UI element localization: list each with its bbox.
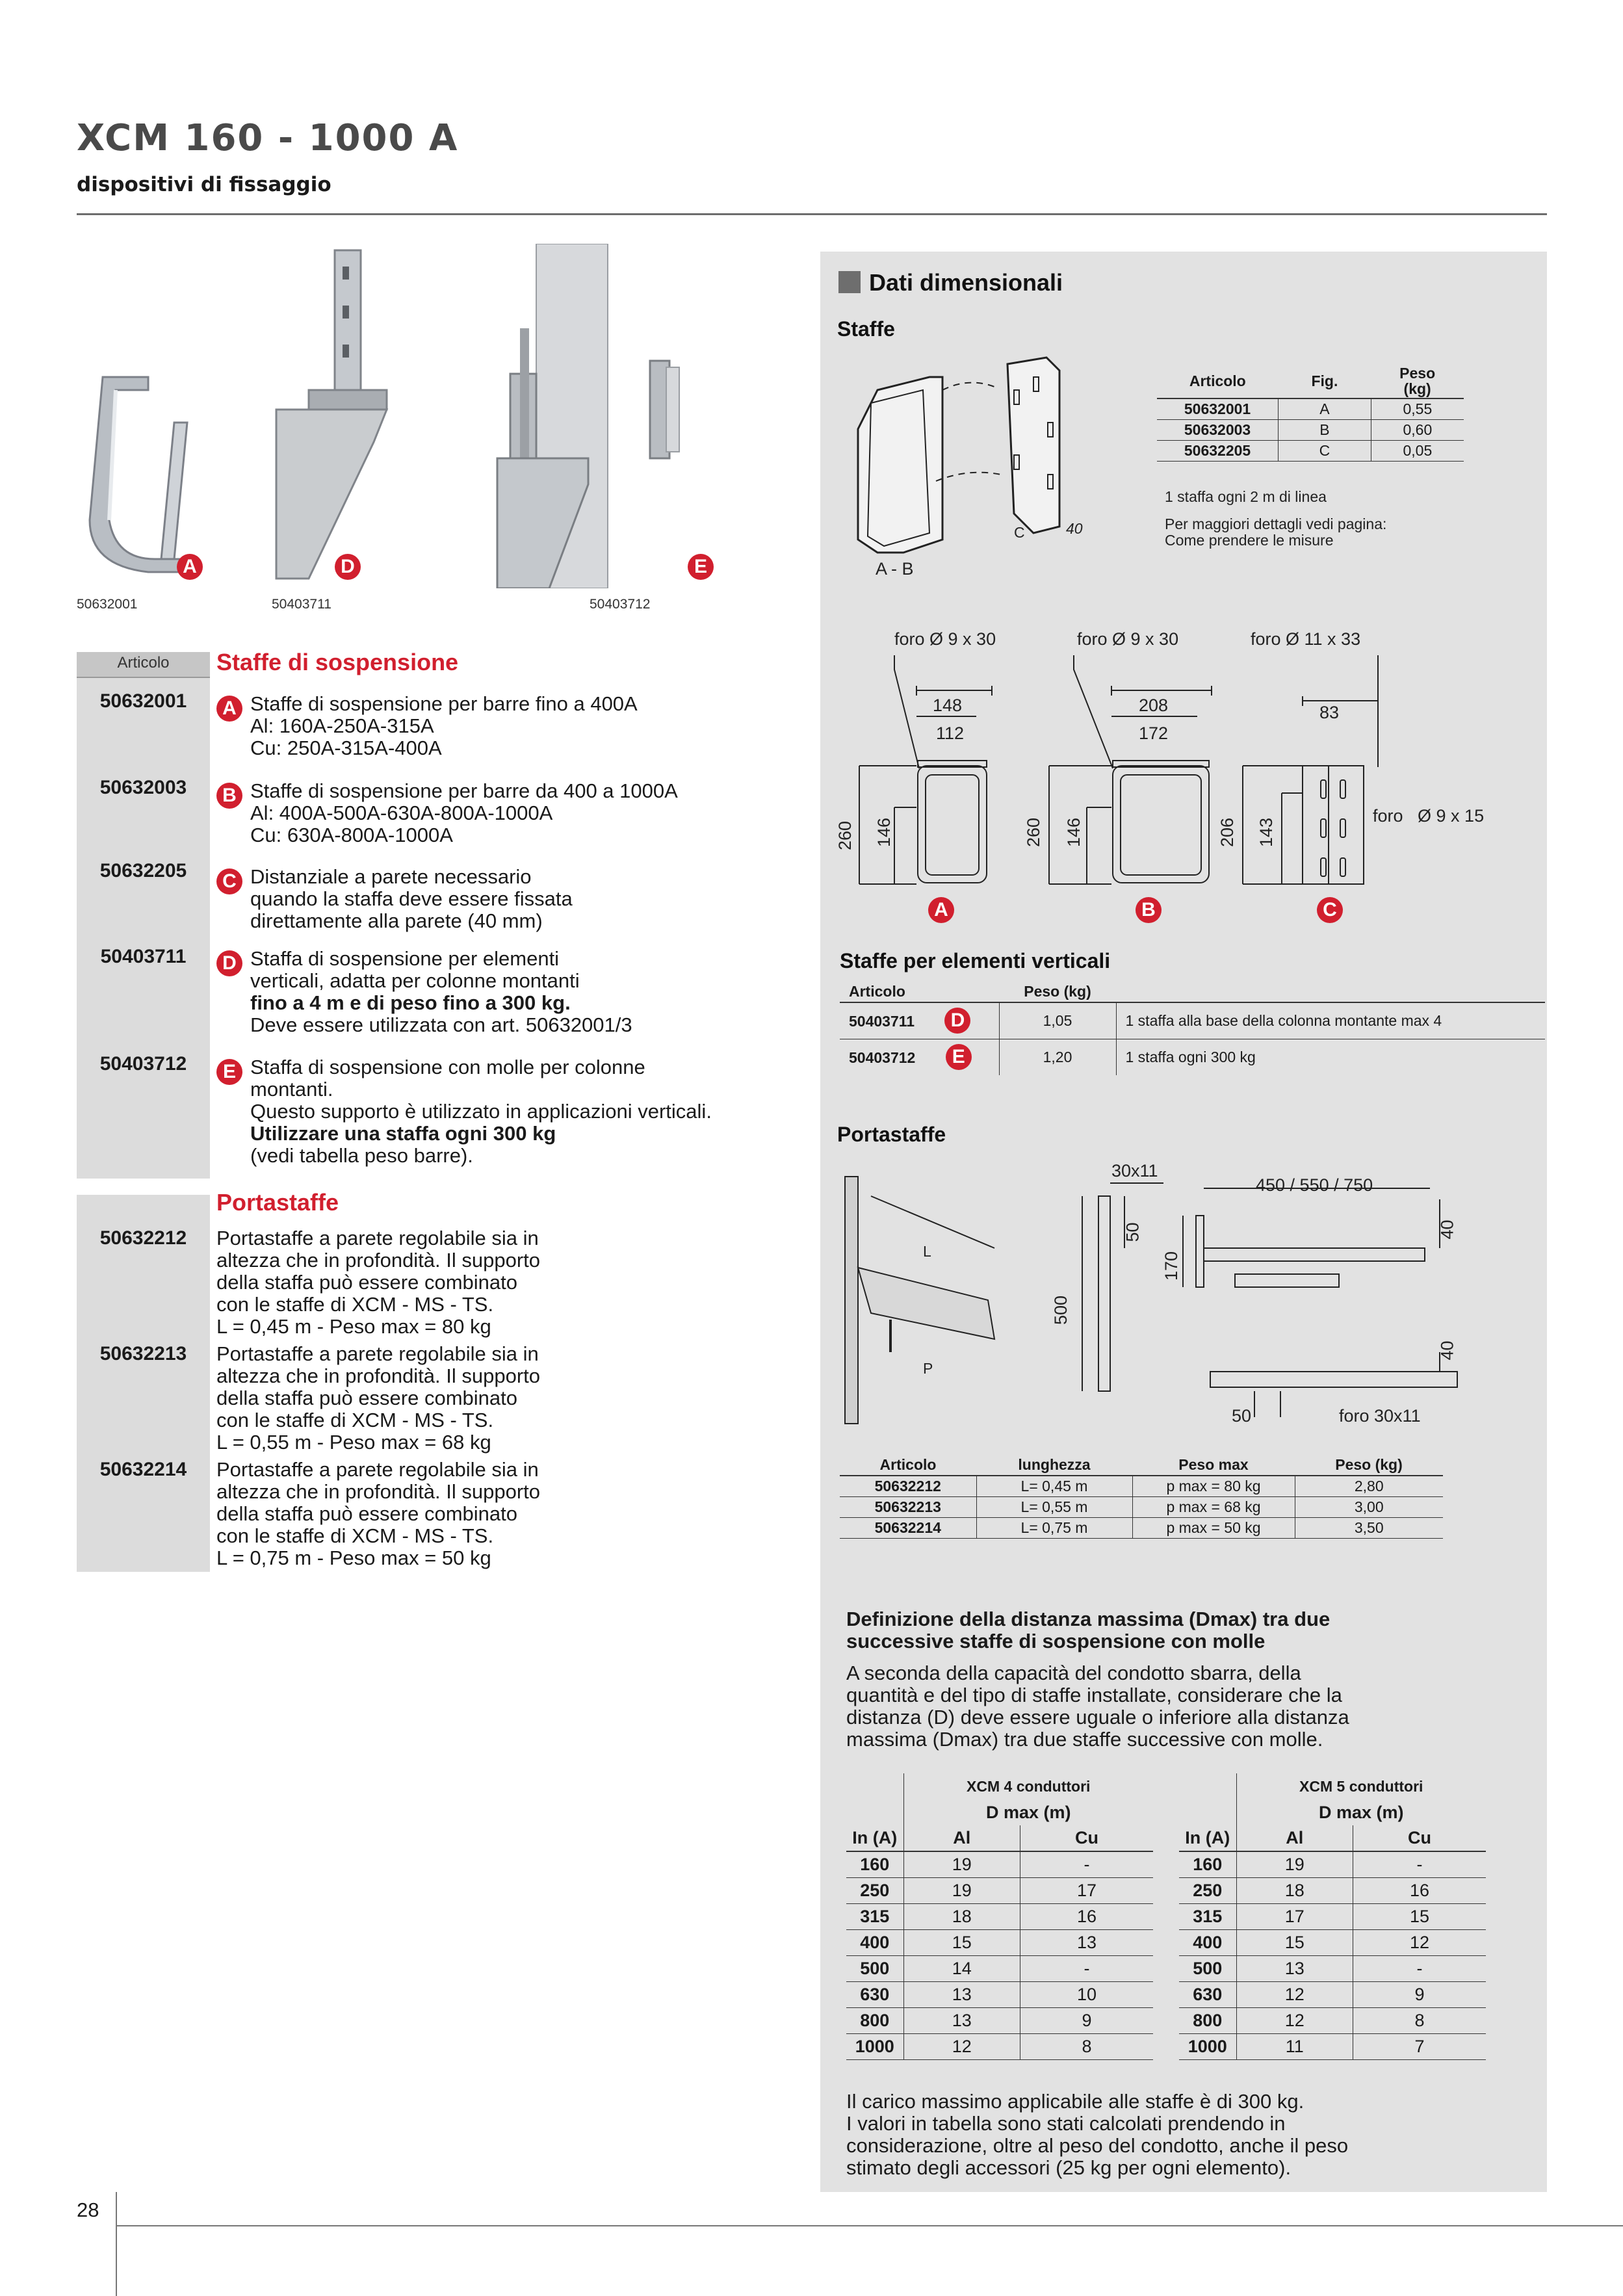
table-row xyxy=(846,1981,1153,2007)
table-row xyxy=(846,2033,1153,2059)
table-row xyxy=(1179,2007,1486,2033)
desc-line: della staffa può essere combinato xyxy=(216,1271,518,1294)
article-badge: D xyxy=(216,950,242,976)
desc-line: altezza che in profondità. Il supporto xyxy=(216,1480,541,1503)
table-cell: p max = 80 kg xyxy=(1132,1476,1295,1497)
dmax-title-cell: XCM 5 conduttori xyxy=(1236,1773,1486,1799)
article-badge: C xyxy=(216,868,242,894)
page-subtitle: dispositivi di fissaggio xyxy=(77,173,331,196)
col-header: Articolo xyxy=(849,983,905,1000)
article-code: 50632205 xyxy=(99,860,187,881)
table-row xyxy=(846,2007,1153,2033)
vert-table xyxy=(840,982,1545,1075)
product-photo-a xyxy=(77,364,207,585)
staffe-label: Staffe xyxy=(837,317,895,341)
staffe-note: Come prendere le misure xyxy=(1165,532,1334,549)
porta-dim-l: L xyxy=(923,1243,931,1260)
desc-line: con le staffe di XCM - MS - TS. xyxy=(216,1293,494,1316)
table-cell: 315 xyxy=(860,1906,890,1926)
panel-title: Dati dimensionali xyxy=(869,269,1063,296)
table-cell: 13 xyxy=(1020,1929,1153,1955)
table-cell: 50632003 xyxy=(1157,420,1279,441)
desc-line: con le staffe di XCM - MS - TS. xyxy=(216,1409,494,1431)
staffe-drawing xyxy=(838,351,1098,566)
table-cell: 3,50 xyxy=(1354,1519,1384,1536)
table-cell: 8 xyxy=(1020,2033,1153,2059)
text-line: considerazione, oltre al peso del condotto, anche il peso xyxy=(846,2134,1349,2157)
table-row xyxy=(1179,1903,1486,1929)
col-header: Al xyxy=(1236,1825,1353,1851)
table-cell: 400 xyxy=(860,1932,890,1952)
desc-line: verticali, adatta per colonne montanti xyxy=(250,969,580,992)
table-cell: 315 xyxy=(1193,1906,1223,1926)
dmax-table-5 xyxy=(1179,1773,1486,2060)
desc-line: Staffe di sospensione per barre da 400 a 1000A xyxy=(250,779,678,802)
article-code: 50632212 xyxy=(99,1227,187,1249)
desc-line: Portastaffe a parete regolabile sia in xyxy=(216,1342,539,1365)
col-header: Cu xyxy=(1353,1825,1486,1851)
table-cell: 16 xyxy=(1020,1903,1153,1929)
desc-line: Questo supporto è utilizzato in applicazioni verticali. xyxy=(250,1100,712,1123)
table-cell: 18 xyxy=(1236,1877,1353,1903)
article-badge: A xyxy=(216,696,242,722)
desc-line: della staffa può essere combinato xyxy=(216,1387,518,1409)
desc-line: L = 0,75 m - Peso max = 50 kg xyxy=(216,1546,491,1569)
table-cell: 17 xyxy=(1020,1877,1153,1903)
fig-label-c-40: 40 xyxy=(1066,520,1083,537)
porta-dim: 450 / 550 / 750 xyxy=(1256,1175,1373,1195)
table-cell: 12 xyxy=(1236,2007,1353,2033)
desc-line: Cu: 250A-315A-400A xyxy=(250,737,442,759)
col-header: Al xyxy=(903,1825,1020,1851)
article-badge: E xyxy=(216,1059,242,1085)
staffe-table xyxy=(1157,364,1464,462)
table-cell: 50632205 xyxy=(1157,441,1279,462)
table-cell: 1,05 xyxy=(999,1002,1116,1039)
dim-label: foro Ø 9 x 30 xyxy=(1077,629,1179,649)
table-cell: 19 xyxy=(1236,1851,1353,1877)
table-cell: 630 xyxy=(860,1984,890,2004)
porta-dim: 170 xyxy=(1162,1251,1182,1281)
article-column-1 xyxy=(77,652,210,1179)
text-line: stimato degli accessori (25 kg per ogni elemento). xyxy=(846,2156,1292,2179)
desc-line: altezza che in profondità. Il supporto xyxy=(216,1364,541,1387)
dim-label: 172 xyxy=(1139,724,1169,743)
porta-title: Portastaffe xyxy=(837,1123,946,1146)
vert-title: Staffe per elementi verticali xyxy=(840,949,1111,972)
table-cell: 50632214 xyxy=(840,1518,976,1539)
table-cell: L= 0,55 m xyxy=(976,1497,1132,1518)
text-line: distanza (D) deve essere uguale o inferiore alla distanza xyxy=(846,1706,1349,1729)
table-cell: 13 xyxy=(1236,1955,1353,1981)
porta-dim: 50 xyxy=(1232,1406,1252,1426)
col-header: Peso (kg) xyxy=(1399,365,1436,397)
table-cell: 2,80 xyxy=(1354,1478,1384,1494)
photo-code-e: 50403712 xyxy=(590,597,651,612)
dim-label: 83 xyxy=(1319,703,1340,722)
portastaffe-drawing xyxy=(832,1157,1482,1430)
table-cell: 13 xyxy=(903,1981,1020,2007)
dmax-sub-cell: D max (m) xyxy=(903,1799,1153,1825)
product-photo-d xyxy=(270,247,400,585)
table-cell: 250 xyxy=(860,1880,890,1900)
article-description xyxy=(216,866,573,932)
col-header: Articolo xyxy=(1189,372,1246,389)
dim-label: 206 xyxy=(1217,817,1238,848)
table-cell: 15 xyxy=(1236,1929,1353,1955)
footer-horizontal-rule xyxy=(116,2225,1623,2226)
col-header xyxy=(1116,982,1545,1002)
desc-line: Staffa di sospensione con molle per colonne xyxy=(250,1056,645,1078)
dmax-title xyxy=(846,1608,1330,1652)
table-cell: 1000 xyxy=(1188,2036,1227,2056)
table-row xyxy=(1179,1851,1486,1877)
dim-label: 148 xyxy=(933,696,963,715)
table-cell: 12 xyxy=(1353,1929,1486,1955)
desc-line: Portastaffe a parete regolabile sia in xyxy=(216,1227,539,1249)
table-row xyxy=(846,1877,1153,1903)
article-code: 50632214 xyxy=(99,1459,187,1480)
photo-badge-e: E xyxy=(688,554,714,580)
porta-dim: 500 xyxy=(1051,1295,1071,1325)
vert-badge: E xyxy=(946,1044,972,1070)
table-cell: 1,20 xyxy=(999,1039,1116,1075)
article-description xyxy=(216,1056,712,1167)
dim-label: foro Ø 11 x 33 xyxy=(1251,629,1361,649)
dmax-text xyxy=(846,1662,1349,1751)
article-description xyxy=(216,1343,540,1454)
header-divider xyxy=(77,213,1547,215)
table-row xyxy=(846,1851,1153,1877)
table-cell: 630 xyxy=(1193,1984,1223,2004)
dim-label: 146 xyxy=(874,817,894,848)
text-line: I valori in tabella sono stati calcolati prendendo in xyxy=(846,2112,1286,2135)
photo-badge-a: A xyxy=(177,554,203,580)
dmax-sub-cell: D max (m) xyxy=(1236,1799,1486,1825)
col-header: Peso max xyxy=(1178,1456,1249,1473)
footer-vertical-rule xyxy=(116,2192,117,2296)
vert-code: 50403711 xyxy=(849,1013,915,1030)
desc-line: con le staffe di XCM - MS - TS. xyxy=(216,1524,494,1547)
desc-line: (vedi tabella peso barre). xyxy=(250,1144,473,1167)
table-cell: 160 xyxy=(1193,1854,1223,1874)
table-row xyxy=(1179,1929,1486,1955)
table-cell: 50632213 xyxy=(840,1497,976,1518)
col-header: In (A) xyxy=(852,1828,898,1847)
table-cell: - xyxy=(1020,1851,1153,1877)
table-cell: 400 xyxy=(1193,1932,1223,1952)
desc-line-bold: Utilizzare una staffa ogni 300 kg xyxy=(250,1122,556,1145)
text-line: A seconda della capacità del condotto sbarra, della xyxy=(846,1662,1301,1684)
article-description xyxy=(216,693,638,759)
table-row xyxy=(1179,2033,1486,2059)
table-cell: 14 xyxy=(903,1955,1020,1981)
table-cell: 11 xyxy=(1236,2033,1353,2059)
article-description xyxy=(216,948,632,1036)
desc-line: quando la staffa deve essere fissata xyxy=(250,887,573,910)
article-code: 50632003 xyxy=(99,777,187,798)
table-row xyxy=(846,1903,1153,1929)
table-row xyxy=(1179,1955,1486,1981)
dmax-title-line: Definizione della distanza massima (Dmax) tra due xyxy=(846,1608,1331,1630)
desc-line: Deve essere utilizzata con art. 50632001/3 xyxy=(250,1013,632,1036)
drawing-badge-b: B xyxy=(1136,897,1162,923)
vert-badge: D xyxy=(944,1008,970,1034)
table-cell: 17 xyxy=(1236,1903,1353,1929)
table-cell: L= 0,75 m xyxy=(976,1518,1132,1539)
table-cell: 9 xyxy=(1353,1981,1486,2007)
product-photo-e xyxy=(491,244,705,588)
table-row xyxy=(846,1929,1153,1955)
porta-dim: foro 30x11 xyxy=(1339,1406,1421,1426)
table-cell: 1000 xyxy=(855,2036,894,2056)
article-code: 50632213 xyxy=(99,1343,187,1364)
table-cell: 16 xyxy=(1353,1877,1486,1903)
desc-line: Staffa di sospensione per elementi xyxy=(250,947,560,970)
table-cell: L= 0,45 m xyxy=(976,1476,1132,1497)
table-cell: 12 xyxy=(903,2033,1020,2059)
section-title-staffe: Staffe di sospensione xyxy=(216,649,459,675)
table-cell: 0,55 xyxy=(1403,400,1433,417)
table-cell: p max = 68 kg xyxy=(1132,1497,1295,1518)
table-cell: 19 xyxy=(903,1877,1020,1903)
table-cell: 500 xyxy=(1193,1958,1223,1978)
article-column-2 xyxy=(77,1195,210,1572)
table-cell: 800 xyxy=(1193,2010,1223,2030)
desc-line: Cu: 630A-800A-1000A xyxy=(250,824,453,846)
article-description xyxy=(216,1227,540,1338)
panel-square-icon xyxy=(838,271,861,293)
staffe-note: Per maggiori dettagli vedi pagina: xyxy=(1165,515,1387,532)
desc-line: Staffe di sospensione per barre fino a 400A xyxy=(250,692,638,715)
desc-line: altezza che in profondità. Il supporto xyxy=(216,1249,541,1272)
col-header: Peso (kg) xyxy=(1335,1456,1403,1473)
technical-drawing-abc xyxy=(820,624,1547,930)
desc-line: direttamente alla parete (40 mm) xyxy=(250,909,543,932)
porta-table xyxy=(840,1455,1443,1539)
desc-line: montanti. xyxy=(250,1078,333,1101)
article-badge: B xyxy=(216,783,242,809)
dim-label: foro Ø 9 x 15 xyxy=(1373,806,1485,826)
table-cell: 10 xyxy=(1020,1981,1153,2007)
drawing-badge-a: A xyxy=(928,897,954,923)
staffe-note: 1 staffa ogni 2 m di linea xyxy=(1165,488,1327,505)
col-header: Cu xyxy=(1020,1825,1153,1851)
table-row xyxy=(1179,1877,1486,1903)
photo-badge-d: D xyxy=(335,554,361,580)
drawing-badge-c: C xyxy=(1317,897,1343,923)
col-header: lunghezza xyxy=(1018,1456,1091,1473)
table-cell: 50632001 xyxy=(1157,398,1279,420)
dmax-title-line: successive staffe di sospensione con molle xyxy=(846,1630,1266,1652)
desc-line: L = 0,45 m - Peso max = 80 kg xyxy=(216,1315,491,1338)
dim-label: 146 xyxy=(1064,817,1084,848)
porta-dim: 50 xyxy=(1123,1222,1143,1242)
table-cell: 1 staffa ogni 300 kg xyxy=(1125,1048,1256,1065)
table-cell: - xyxy=(1020,1955,1153,1981)
article-column-header-label: Articolo xyxy=(117,654,170,672)
dmax-table-4 xyxy=(846,1773,1153,2060)
fig-label-ab: A - B xyxy=(876,559,914,579)
article-description xyxy=(216,780,678,846)
desc-line-bold: fino a 4 m e di peso fino a 300 kg. xyxy=(250,991,571,1014)
porta-dim: 30x11 xyxy=(1111,1161,1158,1181)
table-cell: 500 xyxy=(860,1958,890,1978)
page-title: XCM 160 - 1000 A xyxy=(77,117,459,159)
desc-line: Distanziale a parete necessario xyxy=(250,865,532,888)
table-row xyxy=(846,1955,1153,1981)
article-description xyxy=(216,1459,540,1569)
table-cell: 50632212 xyxy=(840,1476,976,1497)
table-cell: 3,00 xyxy=(1354,1498,1384,1515)
table-cell: 9 xyxy=(1020,2007,1153,2033)
porta-dim: 40 xyxy=(1437,1220,1457,1240)
desc-line: L = 0,55 m - Peso max = 68 kg xyxy=(216,1431,491,1454)
table-cell: - xyxy=(1353,1955,1486,1981)
col-header: Fig. xyxy=(1311,372,1338,389)
photo-code-a: 50632001 xyxy=(77,597,138,612)
photo-code-d: 50403711 xyxy=(272,597,331,612)
article-code: 50403711 xyxy=(100,946,187,967)
porta-dim: 40 xyxy=(1437,1340,1457,1361)
table-row xyxy=(1179,1981,1486,2007)
text-line: massima (Dmax) tra due staffe successive con molle. xyxy=(846,1728,1323,1751)
dim-label: 112 xyxy=(936,724,965,743)
section-title-portastaffe: Portastaffe xyxy=(216,1189,339,1216)
table-cell: 800 xyxy=(860,2010,890,2030)
article-code: 50632001 xyxy=(99,690,187,712)
col-header: Articolo xyxy=(879,1456,937,1473)
article-column-header-rule xyxy=(77,677,210,678)
table-cell: 15 xyxy=(1353,1903,1486,1929)
desc-line: Portastaffe a parete regolabile sia in xyxy=(216,1458,539,1481)
porta-dim-p: P xyxy=(923,1360,933,1377)
final-text xyxy=(846,2091,1348,2179)
dim-label: 260 xyxy=(835,820,855,851)
table-cell: 160 xyxy=(860,1854,890,1874)
table-cell xyxy=(840,1039,999,1075)
col-header: Peso (kg) xyxy=(1024,983,1091,1000)
table-cell: 0,60 xyxy=(1403,421,1433,438)
table-cell: 8 xyxy=(1353,2007,1486,2033)
article-code: 50403712 xyxy=(99,1053,187,1075)
table-cell xyxy=(840,1002,999,1039)
table-cell: 12 xyxy=(1236,1981,1353,2007)
table-cell: - xyxy=(1353,1851,1486,1877)
table-cell: 0,05 xyxy=(1403,442,1433,459)
table-cell: 19 xyxy=(903,1851,1020,1877)
desc-line: della staffa può essere combinato xyxy=(216,1502,518,1525)
fig-label-c: C xyxy=(1014,524,1025,541)
page-number: 28 xyxy=(77,2198,99,2221)
table-cell: 250 xyxy=(1193,1880,1223,1900)
vert-code: 50403712 xyxy=(849,1049,916,1067)
text-line: Il carico massimo applicabile alle staffe è di 300 kg. xyxy=(846,2090,1305,2113)
table-cell: 7 xyxy=(1353,2033,1486,2059)
table-cell: 1 staffa alla base della colonna montante max 4 xyxy=(1125,1011,1442,1029)
dim-label: 208 xyxy=(1139,696,1169,715)
desc-line: Al: 160A-250A-315A xyxy=(250,714,434,737)
dmax-title-cell: XCM 4 conduttori xyxy=(903,1773,1153,1799)
table-cell: C xyxy=(1279,441,1371,462)
table-cell: p max = 50 kg xyxy=(1132,1518,1295,1539)
desc-line: Al: 400A-500A-630A-800A-1000A xyxy=(250,802,553,824)
table-cell: 18 xyxy=(903,1903,1020,1929)
col-header: In (A) xyxy=(1185,1828,1230,1847)
table-cell: A xyxy=(1279,398,1371,420)
text-line: quantità e del tipo di staffe installate, considerare che la xyxy=(846,1684,1342,1706)
table-cell: B xyxy=(1279,420,1371,441)
dim-label: 260 xyxy=(1024,817,1044,848)
table-cell: 15 xyxy=(903,1929,1020,1955)
table-cell: 13 xyxy=(903,2007,1020,2033)
dim-label: 143 xyxy=(1256,817,1277,848)
dim-label: foro Ø 9 x 30 xyxy=(894,629,996,649)
